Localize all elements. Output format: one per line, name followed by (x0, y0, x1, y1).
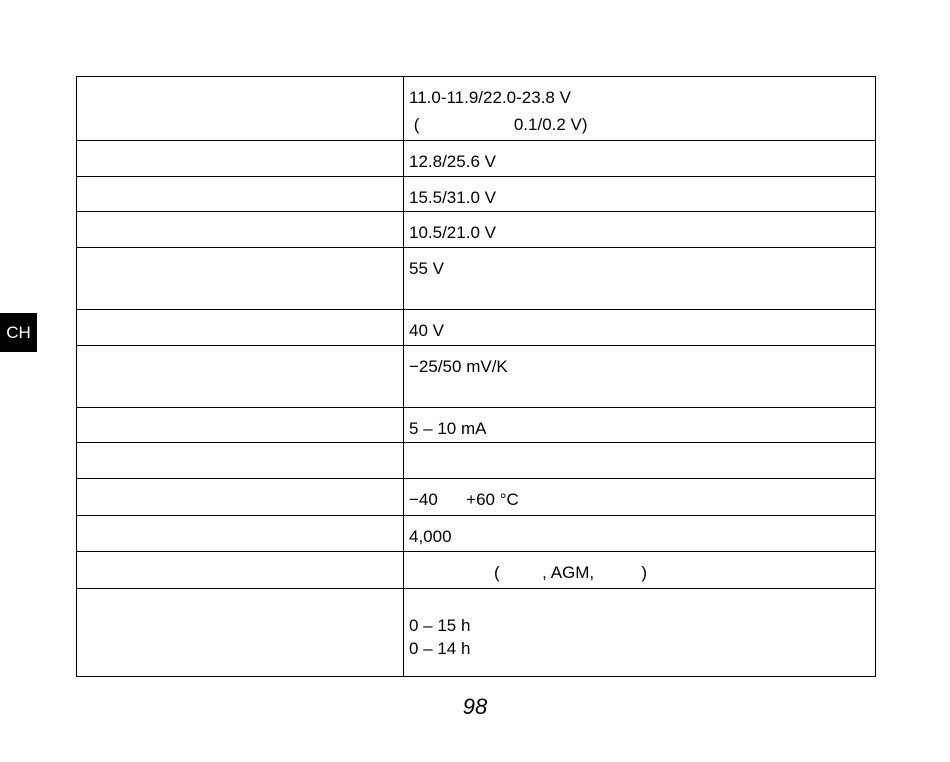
table-row (77, 212, 876, 248)
row-value: −25/50 mV/K (404, 346, 876, 408)
row-label (77, 589, 404, 677)
table-row (77, 310, 876, 346)
row-value: −40 +60 °C (404, 479, 876, 516)
row-label (77, 516, 404, 552)
row-value: 10.5/21.0 V (404, 212, 876, 248)
table-row (77, 248, 876, 310)
row-label (77, 248, 404, 310)
row-value (404, 443, 876, 479)
table-row (77, 77, 876, 141)
table-row (77, 516, 876, 552)
row-label (77, 443, 404, 479)
row-value: 0 – 15 h 0 – 14 h (404, 589, 876, 677)
row-value: 12.8/25.6 V (404, 141, 876, 177)
table-row (77, 443, 876, 479)
row-value: 15.5/31.0 V (404, 177, 876, 212)
row-label (77, 77, 404, 141)
row-label (77, 408, 404, 443)
row-value: ( , AGM, ) (404, 552, 876, 589)
row-label (77, 212, 404, 248)
row-label (77, 141, 404, 177)
table-row (77, 177, 876, 212)
table-row (77, 552, 876, 589)
row-label (77, 479, 404, 516)
page-number: 98 (462, 694, 488, 719)
row-value: 55 V (404, 248, 876, 310)
language-tab-ch: CH (0, 313, 37, 352)
row-label (77, 346, 404, 408)
row-value: 5 – 10 mA (404, 408, 876, 443)
spec-table (76, 76, 876, 677)
table-row (77, 408, 876, 443)
row-value: 40 V (404, 310, 876, 346)
table-row (77, 346, 876, 408)
row-label (77, 310, 404, 346)
row-value: 11.0-11.9/22.0-23.8 V ( 0.1/0.2 V) (404, 77, 876, 141)
table-row (77, 479, 876, 516)
row-label (77, 177, 404, 212)
row-label (77, 552, 404, 589)
table-row (77, 589, 876, 677)
row-value: 4,000 (404, 516, 876, 552)
table-row (77, 141, 876, 177)
